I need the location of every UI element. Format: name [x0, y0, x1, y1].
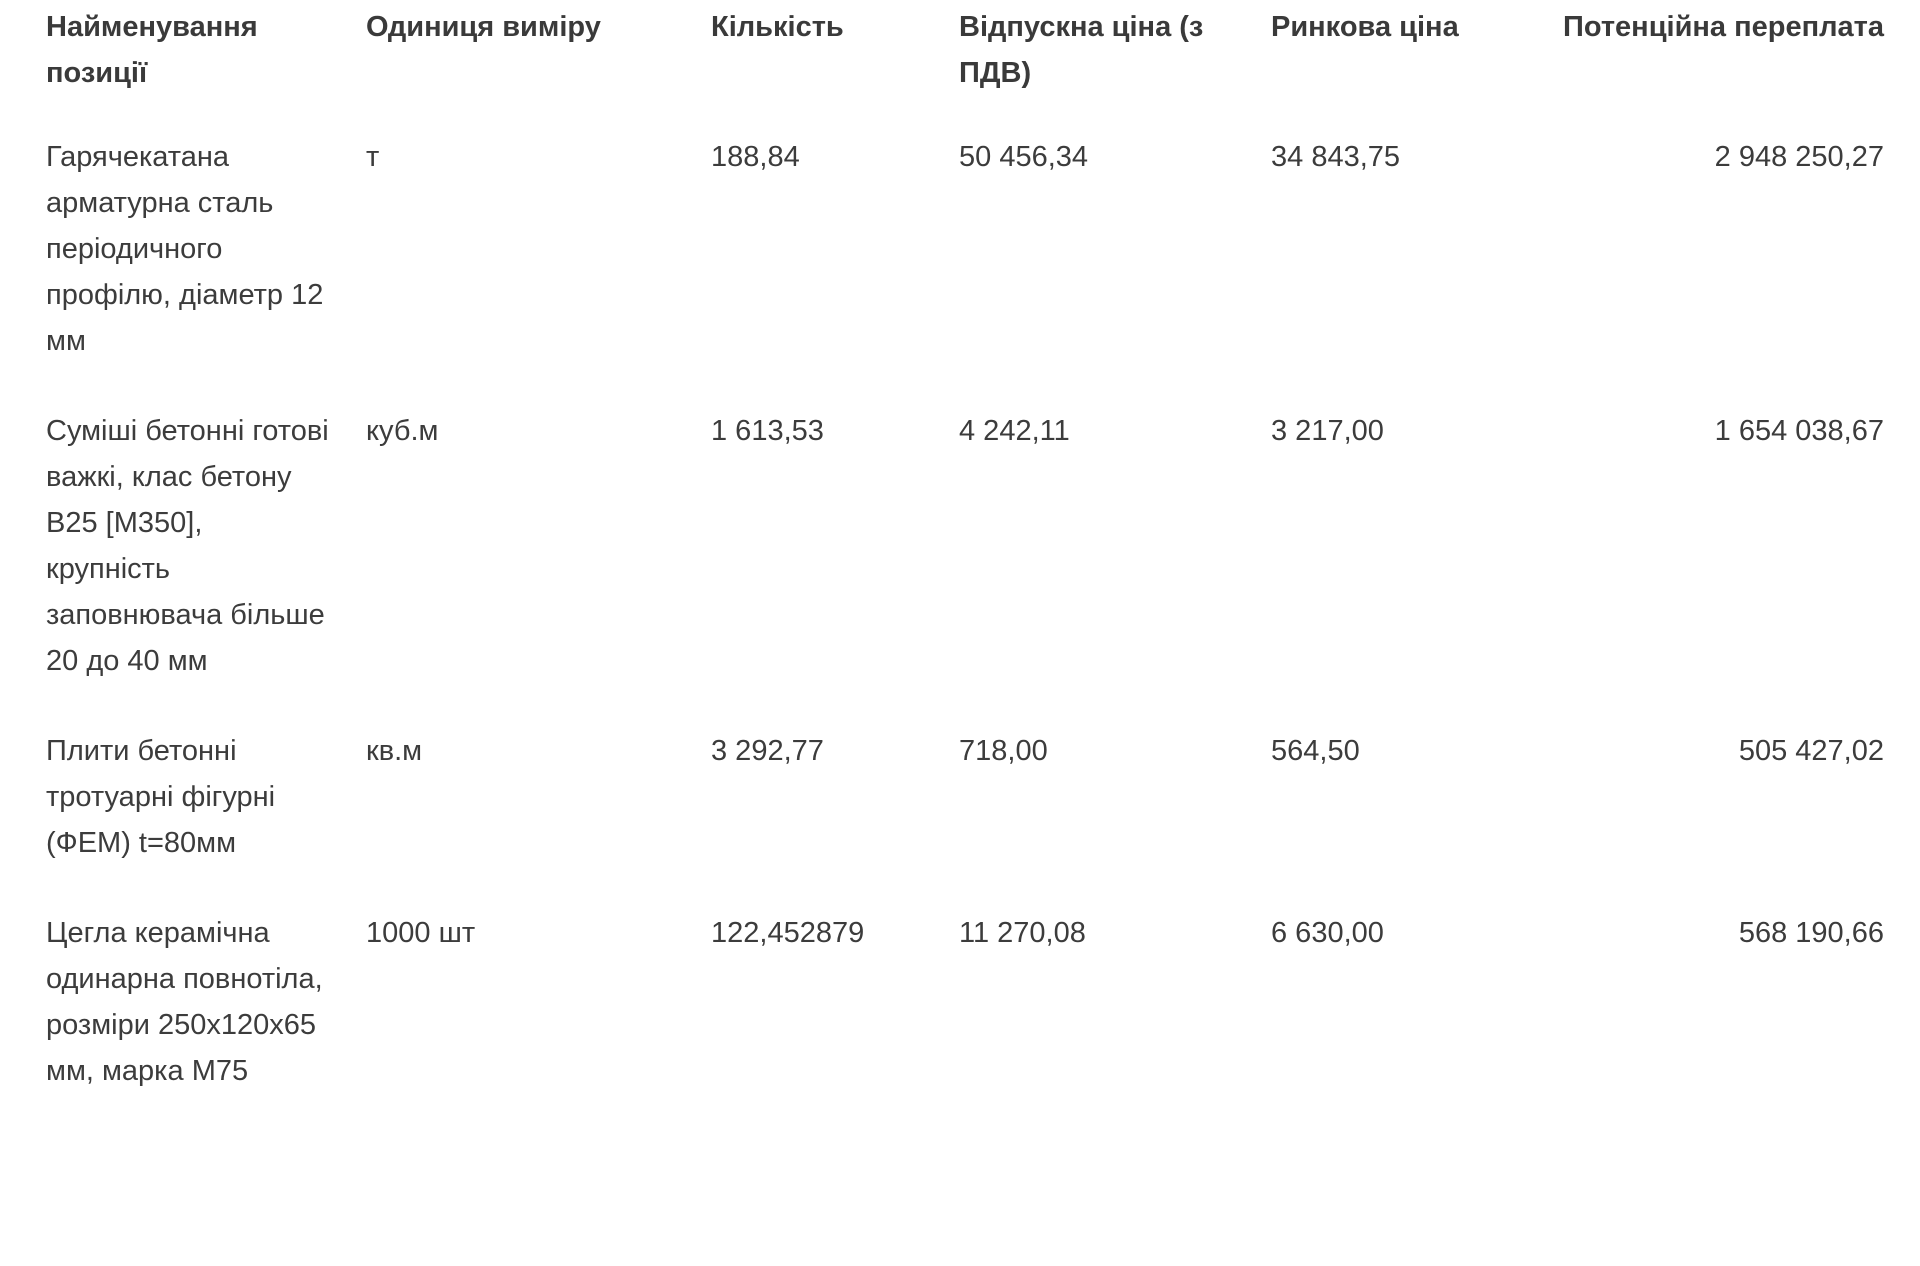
price-comparison-table [30, 0, 1900, 1138]
cell-quantity: 188,84 [711, 141, 800, 173]
cell-quantity: 1 613,53 [711, 415, 824, 447]
table-row [30, 910, 1900, 1138]
cell-market-price: 34 843,75 [1271, 141, 1401, 173]
cell-unit: 1000 шт [366, 917, 476, 949]
cell-market-price: 3 217,00 [1271, 415, 1384, 447]
table-row [30, 728, 1900, 910]
table-body [30, 134, 1900, 1138]
cell-overpayment: 505 427,02 [1738, 735, 1884, 767]
header-item-name: Найменування позиції [46, 11, 258, 89]
cell-unit: т [366, 141, 380, 173]
cell-quantity: 3 292,77 [711, 735, 824, 767]
cell-market-price: 6 630,00 [1271, 917, 1384, 949]
cell-price: 718,00 [959, 735, 1048, 767]
cell-item-name: Гарячекатана арматурна сталь періодичного профілю, діаметр 12 мм [46, 141, 324, 357]
cell-price: 11 270,08 [959, 917, 1086, 949]
cell-overpayment: 568 190,66 [1738, 917, 1884, 949]
cell-item-name: Плити бетонні тротуарні фігурні (ФЕМ) t=80мм [46, 735, 276, 859]
cell-item-name: Цегла керамічна одинарна повнотіла, розміри 250x120x65 мм, марка М75 [46, 917, 323, 1087]
table-header [30, 0, 1900, 134]
header-quantity: Кількість [711, 11, 844, 43]
header-price-with-vat: Відпускна ціна (з ПДВ) [959, 11, 1204, 89]
table-header-row [30, 0, 1900, 134]
cell-price: 4 242,11 [959, 415, 1070, 447]
cell-unit: кв.м [366, 735, 423, 767]
cell-quantity: 122,452879 [711, 917, 865, 949]
table-row [30, 134, 1900, 408]
header-unit: Одиниця виміру [366, 11, 601, 43]
cell-unit: куб.м [366, 415, 439, 447]
header-overpayment: Потенційна переплата [1563, 11, 1884, 43]
cell-item-name: Суміші бетонні готові важкі, клас бетону B25 [М350], крупність заповнювача більше 20 до 40 мм [46, 415, 329, 677]
table-row [30, 408, 1900, 728]
cell-market-price: 564,50 [1271, 735, 1360, 767]
cell-price: 50 456,34 [959, 141, 1089, 173]
cell-overpayment: 1 654 038,67 [1714, 415, 1884, 447]
header-market-price: Ринкова ціна [1271, 11, 1459, 43]
cell-overpayment: 2 948 250,27 [1714, 141, 1884, 173]
